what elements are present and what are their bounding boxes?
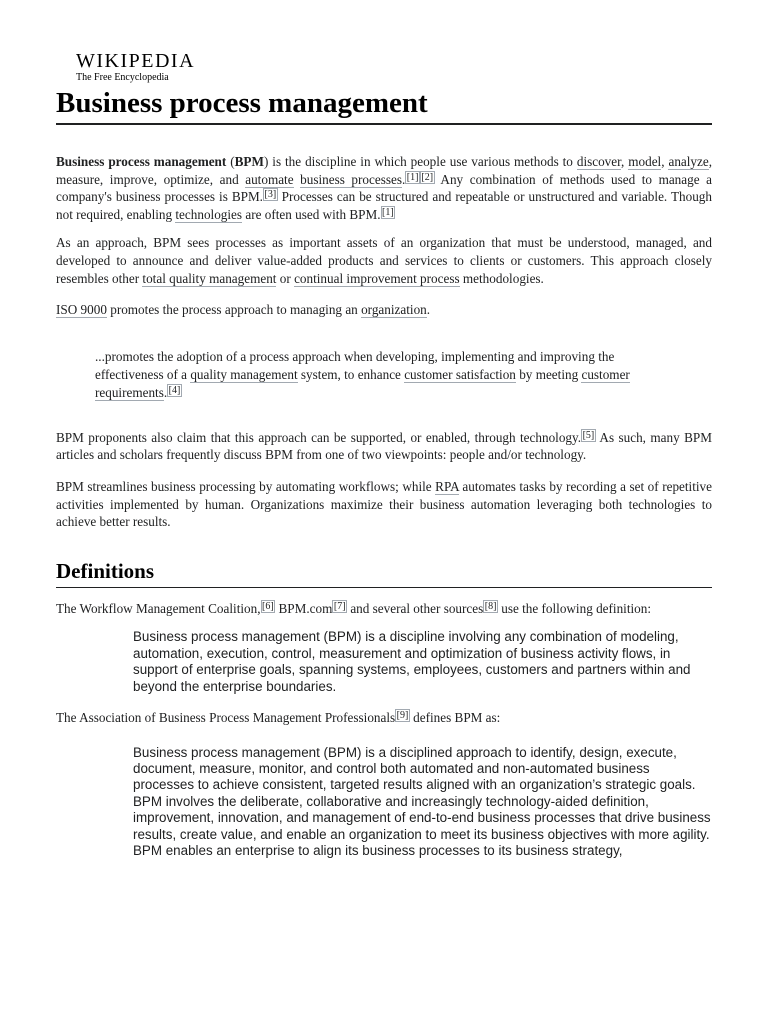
citation-ref (261, 600, 276, 613)
article-page (56, 0, 712, 859)
citation-ref (405, 171, 434, 184)
logo-wordmark: WIKIPEDIA (76, 50, 196, 72)
page-title: Business process management (56, 86, 712, 125)
section-heading-definitions: Definitions (56, 558, 712, 588)
link-organization[interactable]: organization (361, 302, 427, 318)
link-business-processes[interactable]: business processes (300, 171, 402, 187)
intro-paragraph-2: As an approach, BPM sees processes as important assets of an organization that must be understood, managed, and developed to announce and deliver value-added products and services to clients or customers. This approach closely resembles other total quality management or continual improvement process methodologies. (56, 235, 712, 286)
link-discover[interactable]: discover (576, 154, 621, 169)
logo-tagline: The Free Encyclopedia (76, 72, 169, 83)
ref-6[interactable]: [6] (262, 600, 274, 612)
definitions-paragraph-1: The Workflow Management Coalition, [6] BPM.com [7] and several other sources [8] use the following definition: (56, 600, 652, 616)
intro-paragraph-5: BPM streamlines business processing by automating workflows; while RPA automates tasks by recording a set of repetitive activities implemented by human. Organizations maximize their business automation leveraging both technologies to achieve better results. (56, 478, 712, 530)
definitions-paragraph-2: The Association of Business Process Management Professionals [9] defines BPM as: (56, 709, 501, 725)
link-rpa[interactable]: RPA (435, 478, 459, 494)
ref-9[interactable]: [9] (396, 709, 409, 721)
ref-4[interactable]: [4] (168, 384, 181, 396)
ref-1[interactable]: [1] (406, 171, 419, 183)
citation-ref (263, 188, 278, 201)
ref-8[interactable]: [8] (484, 600, 497, 612)
link-quality-management[interactable]: quality management (190, 366, 298, 382)
link-analyze[interactable]: analyze (668, 154, 709, 169)
citation-ref (381, 206, 396, 219)
bold-term: Business process management (56, 154, 227, 169)
link-technologies[interactable]: technologies (175, 206, 243, 222)
link-model[interactable]: model (628, 154, 662, 169)
iso-quote: ...promotes the adoption of a process approach when developing, implementing and improving the effectiveness of a quality management system, to enhance customer satisfaction by meeting customer requirements. [4] (95, 348, 630, 400)
citation-ref (395, 709, 410, 722)
intro-paragraph-3: ISO 9000 promotes the process approach to managing an organization. (56, 302, 431, 318)
ref-3[interactable]: [3] (264, 189, 277, 201)
link-iso-9000[interactable]: ISO 9000 (56, 302, 107, 318)
link-customer-requirements[interactable]: customer requirements (95, 366, 630, 400)
ref-1b[interactable]: [1] (382, 206, 394, 218)
wfmc-definition-quote: Business process management (BPM) is a discipline involving any combination of modeling, automation, execution, control, measurement and optimization of business activity flows, in support of enterprise goals, spanning systems, employees, customers and partners within and beyond the enterprise boundaries. (133, 629, 691, 694)
wikipedia-logo[interactable] (56, 50, 712, 86)
bold-abbr: BPM (234, 154, 264, 169)
link-customer-satisfaction[interactable]: customer satisfaction (404, 366, 516, 382)
citation-ref (167, 384, 182, 397)
link-continual-improvement-process[interactable]: continual improvement process (294, 270, 460, 286)
link-total-quality-management[interactable]: total quality management (142, 270, 277, 286)
citation-ref (332, 600, 347, 613)
ref-2[interactable]: [2] (421, 171, 434, 183)
abpmp-definition-quote: Business process management (BPM) is a disciplined approach to identify, design, execute, document, measure, monitor, and control both automated and non-automated business processes to achieve consistent, targeted results aligned with an organization’s strategic goals. BPM involves the deliberate, collaborative and increasingly technology-aided definition, improvement, innovation, and management of end-to-end business processes that drive business results, create value, and enable an organization to meet its business objectives with more agility. BPM enables an enterprise to align its business processes to its business strategy, (133, 744, 711, 858)
link-automate[interactable]: automate (245, 171, 294, 187)
ref-5[interactable]: [5] (582, 429, 595, 441)
citation-ref (581, 429, 596, 442)
intro-paragraph-1: Business process management (BPM) is the discipline in which people use various methods to discover, model, analyze, measure, improve, optimize, and automate business processes. [1] [2] Any combination of methods used to manage a company's business processes is BPM. [3] Processes can be structured and repeatable or unstructured and variable. Though not required, enabling technologies are often used with BPM. [1] (56, 154, 713, 222)
citation-ref (483, 600, 498, 613)
intro-paragraph-4: BPM proponents also claim that this approach can be supported, or enabled, through technology. [5] As such, many BPM articles and scholars frequently discuss BPM from one of two viewpoints: people and/or technology. (56, 429, 712, 463)
ref-7[interactable]: [7] (333, 600, 346, 612)
